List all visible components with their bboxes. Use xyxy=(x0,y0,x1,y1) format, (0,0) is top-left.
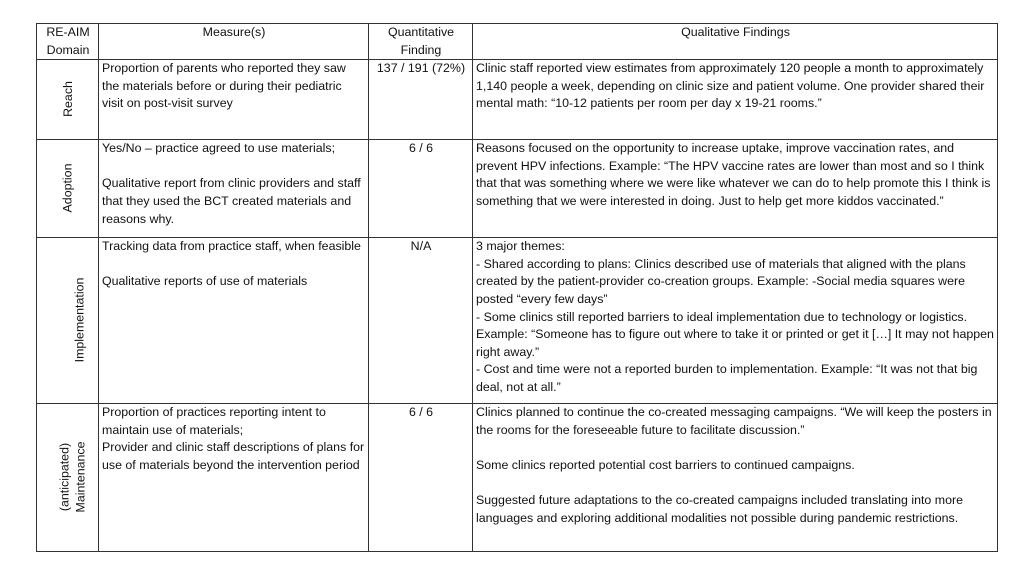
qualitative-cell xyxy=(473,60,998,140)
domain-label: Implementation xyxy=(72,277,87,363)
measure-text: Tracking data from practice staff, when feasible xyxy=(102,239,361,254)
measures-cell xyxy=(99,404,369,552)
domain-label-line2: Maintenance xyxy=(73,441,88,513)
table-row-maintenance xyxy=(37,404,998,552)
qualitative-text: Suggested future adaptations to the co-created campaigns included translating into more languages and exploring additional modalities not possible during pandemic restrictions. xyxy=(476,493,963,525)
qualitative-cell xyxy=(473,140,998,238)
qualitative-text: Reasons focused on the opportunity to increase uptake, improve vaccination rates, and prevent HPV infections. Example: “The HPV vaccine rates are lower than most and so I think that that was something where we were like whatever we can do to help promote this I think is something that we were interested in doing. Just to help get more kiddos vaccinated.” xyxy=(476,141,991,208)
measures-cell xyxy=(99,238,369,404)
measure-text: Qualitative report from clinic providers and staff that they used the BCT created materials and reasons why. xyxy=(102,176,361,226)
domain-label-line1: (anticipated) xyxy=(57,442,72,511)
measure-text: Proportion of parents who reported they saw the materials before or during their pediatric visit on post-visit survey xyxy=(102,61,346,111)
measure-text: Qualitative reports of use of materials xyxy=(102,274,308,289)
header-row xyxy=(37,24,998,60)
re-aim-table xyxy=(36,23,998,552)
header-qualitative: Qualitative Findings xyxy=(473,24,998,60)
measures-cell xyxy=(99,60,369,140)
qualitative-text: Clinics planned to continue the co-created messaging campaigns. “We will keep the posters in the rooms for the foreseeable future to facilitate discussion.” xyxy=(476,405,992,437)
qualitative-text: 3 major themes: xyxy=(476,239,565,254)
header-quantitative: Quantitative Finding xyxy=(369,24,473,60)
quantitative-cell: 137 / 191 (72%) xyxy=(369,60,473,140)
table-row-reach xyxy=(37,60,998,140)
qualitative-text: - Some clinics still reported barriers to ideal implementation due to technology or logistics. Example: “Someone has to figure out where to take it or printed or get it […] It may not happen right away.” xyxy=(476,309,994,359)
qualitative-cell xyxy=(473,238,998,404)
measures-cell xyxy=(99,140,369,238)
domain-label xyxy=(56,441,88,512)
measure-text: Yes/No – practice agreed to use materials; xyxy=(102,141,336,156)
qualitative-cell xyxy=(473,404,998,552)
quantitative-cell: 6 / 6 xyxy=(369,140,473,238)
table-row-implementation xyxy=(37,238,998,404)
qualitative-text: Clinic staff reported view estimates from approximately 120 people a month to approximately 1,140 people a week, depending on clinic size and patient volume. One provider shared their mental math: “10-12 patients per room per day x 19-21 rooms.” xyxy=(476,61,985,111)
domain-cell xyxy=(37,238,99,404)
domain-cell xyxy=(37,60,99,140)
domain-cell xyxy=(37,140,99,238)
qualitative-text: Some clinics reported potential cost barriers to continued campaigns. xyxy=(476,457,855,472)
measure-text: Provider and clinic staff descriptions of plans for use of materials beyond the intervention period xyxy=(102,440,365,472)
quantitative-cell: 6 / 6 xyxy=(369,404,473,552)
domain-label: Reach xyxy=(60,80,75,117)
quantitative-cell: N/A xyxy=(369,238,473,404)
domain-cell xyxy=(37,404,99,552)
domain-label: Adoption xyxy=(60,163,75,213)
qualitative-text: - Cost and time were not a reported burden to implementation. Example: “It was not that big deal, not at all.” xyxy=(476,362,978,394)
header-domain: RE-AIM Domain xyxy=(37,24,99,60)
measure-text: Proportion of practices reporting intent to maintain use of materials; xyxy=(102,405,326,437)
qualitative-text: - Shared according to plans: Clinics described use of materials that aligned with the plans created by the patient-provider co-creation groups. Example: -Social media squares were posted “every few days” xyxy=(476,256,966,306)
table-row-adoption xyxy=(37,140,998,238)
header-measures: Measure(s) xyxy=(99,24,369,60)
